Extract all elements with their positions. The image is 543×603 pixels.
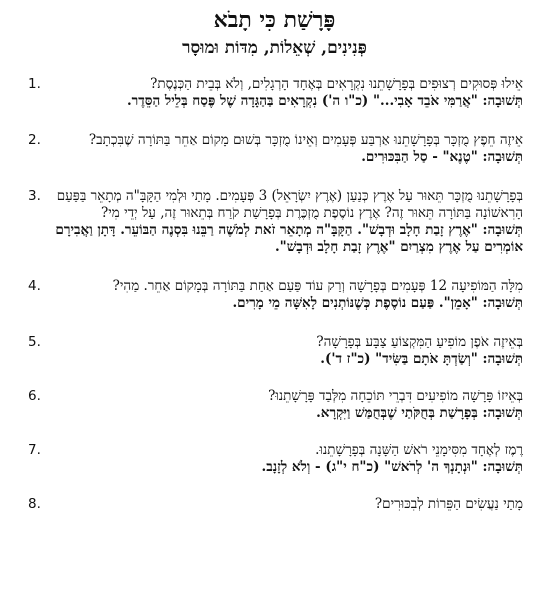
question-item xyxy=(24,278,525,312)
answer-text xyxy=(46,405,523,422)
question-body xyxy=(46,76,525,110)
question-number: 2. xyxy=(28,132,41,148)
question-body xyxy=(46,388,525,422)
question-text: רֶמֶז לְאֶחָד מִסִּימָנֵי רֹאשׁ הַשָּׁנָה בְּפָרָשָׁתֵנוּ. xyxy=(315,442,523,458)
question-number: 6. xyxy=(28,388,41,404)
answer-text xyxy=(46,459,523,476)
answer-label: תְּשׁוּבָה: xyxy=(482,222,523,238)
question-text: בְּאֵיזוֹ פָּרָשָׁה מוֹפִיעִים דִּבְרֵי תּוֹכֵחָה מִלְּבַד פָּרָשָׁתֵנוּ? xyxy=(268,388,523,404)
answer-text xyxy=(46,93,523,110)
question-text: מִלָּה הַמּוֹפִיעָה 12 פְּעָמִים בְּפָרָשָׁה וְרַק עוֹד פַּעַם אַחַת בַּתּוֹרָה בְּמָקוֹם אַחֵר. מַהִי? xyxy=(112,278,523,294)
answer-value: "אֶרֶץ זָבַת חָלָב וּדְבָשׁ". הַקָּבָּ"ה מְתָאֵר זֹאת לְמֹשֶׁה רַבֵּנוּ בִּסְנֶה הַבּוֹעֵר. דָּתָן וַאֲבִירָם אוֹמְרִים עַל אֶרֶץ מִצְרַיִם "אֶרֶץ זָבַת חָלָב וּדְבָשׁ". xyxy=(55,222,523,255)
question-item xyxy=(24,334,525,368)
question-text: בְּאֵיזֶה אֹפֶן מוֹפִיעַ הַמִּקְצוֹעַ צַבָּע בְּפָרָשָׁה? xyxy=(316,334,523,350)
question-body xyxy=(46,442,525,476)
answer-label: תְּשׁוּבָה: xyxy=(482,295,523,311)
question-number: 3. xyxy=(28,188,41,204)
page-subtitle: פְּנִינִים, שְׁאֵלוֹת, מִדּוֹת וּמוּסָר xyxy=(182,38,367,58)
question-item xyxy=(24,188,525,256)
question-item xyxy=(24,388,525,422)
question-item xyxy=(24,496,525,513)
answer-value: בְּפָרָשַׁת בְּחֻקֹּתַי שֶׁבְּחֻמַּשׁ וַיִּקְרָא. xyxy=(316,405,478,421)
answer-label: תְּשׁוּבָה: xyxy=(482,459,523,475)
question-text: אֵיזֶה חֵפֶץ מֻזְכָּר בְּפָרָשָׁתֵנוּ אַרְבַּע פְּעָמִים וְאֵינוֹ מֻזְכָּר בְּשׁוּם מָקוֹם אַחֵר בַּתּוֹרָה שֶׁבִּכְתָב? xyxy=(88,132,523,148)
question-number: 4. xyxy=(28,278,41,294)
answer-text xyxy=(46,149,523,166)
question-number: 5. xyxy=(28,334,41,350)
answer-text xyxy=(46,295,523,312)
answer-label: תְּשׁוּבָה: xyxy=(482,93,523,109)
question-body xyxy=(46,188,525,256)
question-body xyxy=(46,278,525,312)
question-body xyxy=(46,496,525,513)
answer-label: תְּשׁוּבָה: xyxy=(482,351,523,367)
page-title: פָּרָשַׁת כִּי תָבֹא xyxy=(213,7,336,33)
question-number: 1. xyxy=(28,76,41,92)
question-text: בְּפָרָשָׁתֵנוּ מֻזְכָּר תֵּאוּר עַל אֶרֶץ כְּנַעַן (אֶרֶץ יִשְׂרָאֵל) 3 פְּעָמִים. מָתַי וּלְמִי הַקָּבָּ"ה מְתָאֵר בַּפַּעַם הָרִאשׁוֹנָה בַּתּוֹרָה תֵּאוּר זֶה? אֶרֶץ נוֹסֶפֶת מֻזְכֶּרֶת בְּפָרָשַׁת קֹרַח בְּתֵאוּר זֶה, עַל יְדֵי מִי? xyxy=(56,188,523,221)
answer-value: "וְשַׂדְתָּ אֹתָם בַּשִּׂיד" (כ"ז ד'). xyxy=(320,351,478,367)
question-number: 7. xyxy=(28,442,41,458)
question-item xyxy=(24,442,525,476)
answer-text xyxy=(46,351,523,368)
question-body xyxy=(46,334,525,368)
answer-value: "אֲרַמִּי אֹבֵד אָבִי..." (כ"ו ה') נִקְרָאִים בַּהַגָּדָה שֶׁל פֶּסַח בְּלֵיל הַסֵּדֶר. xyxy=(126,93,478,109)
answer-label: תְּשׁוּבָה: xyxy=(482,405,523,421)
question-body xyxy=(46,132,525,166)
question-item xyxy=(24,76,525,110)
question-item xyxy=(24,132,525,166)
answer-text xyxy=(46,222,523,256)
answer-value: "טֶנֶא" - סַל הַבִּכּוּרִים. xyxy=(361,149,478,165)
answer-label: תְּשׁוּבָה: xyxy=(482,149,523,165)
question-text: אֵילוּ פְּסוּקִים רְצוּפִים בְּפָרָשָׁתֵנוּ נִקְרָאִים בְּאֶחָד הָרְגָלִים, וְלֹא בְּבֵית הַכְּנֶסֶת? xyxy=(150,76,523,92)
question-number: 8. xyxy=(28,496,41,512)
answer-value: "אָמֵן". פַּעַם נוֹסֶפֶת כְּשֶׁנּוֹתְנִים לָאִשָּׁה מֵי מָרִים. xyxy=(232,295,478,311)
answer-value: "וּנְתָנְךָ ה' לְרֹאשׁ" (כ"ח י"ג) - וְלֹא לְזָנָב. xyxy=(261,459,478,475)
question-text: מָתַי נַעֲשִׂים הַפֵּרוֹת לְבִכּוּרִים? xyxy=(374,496,523,512)
